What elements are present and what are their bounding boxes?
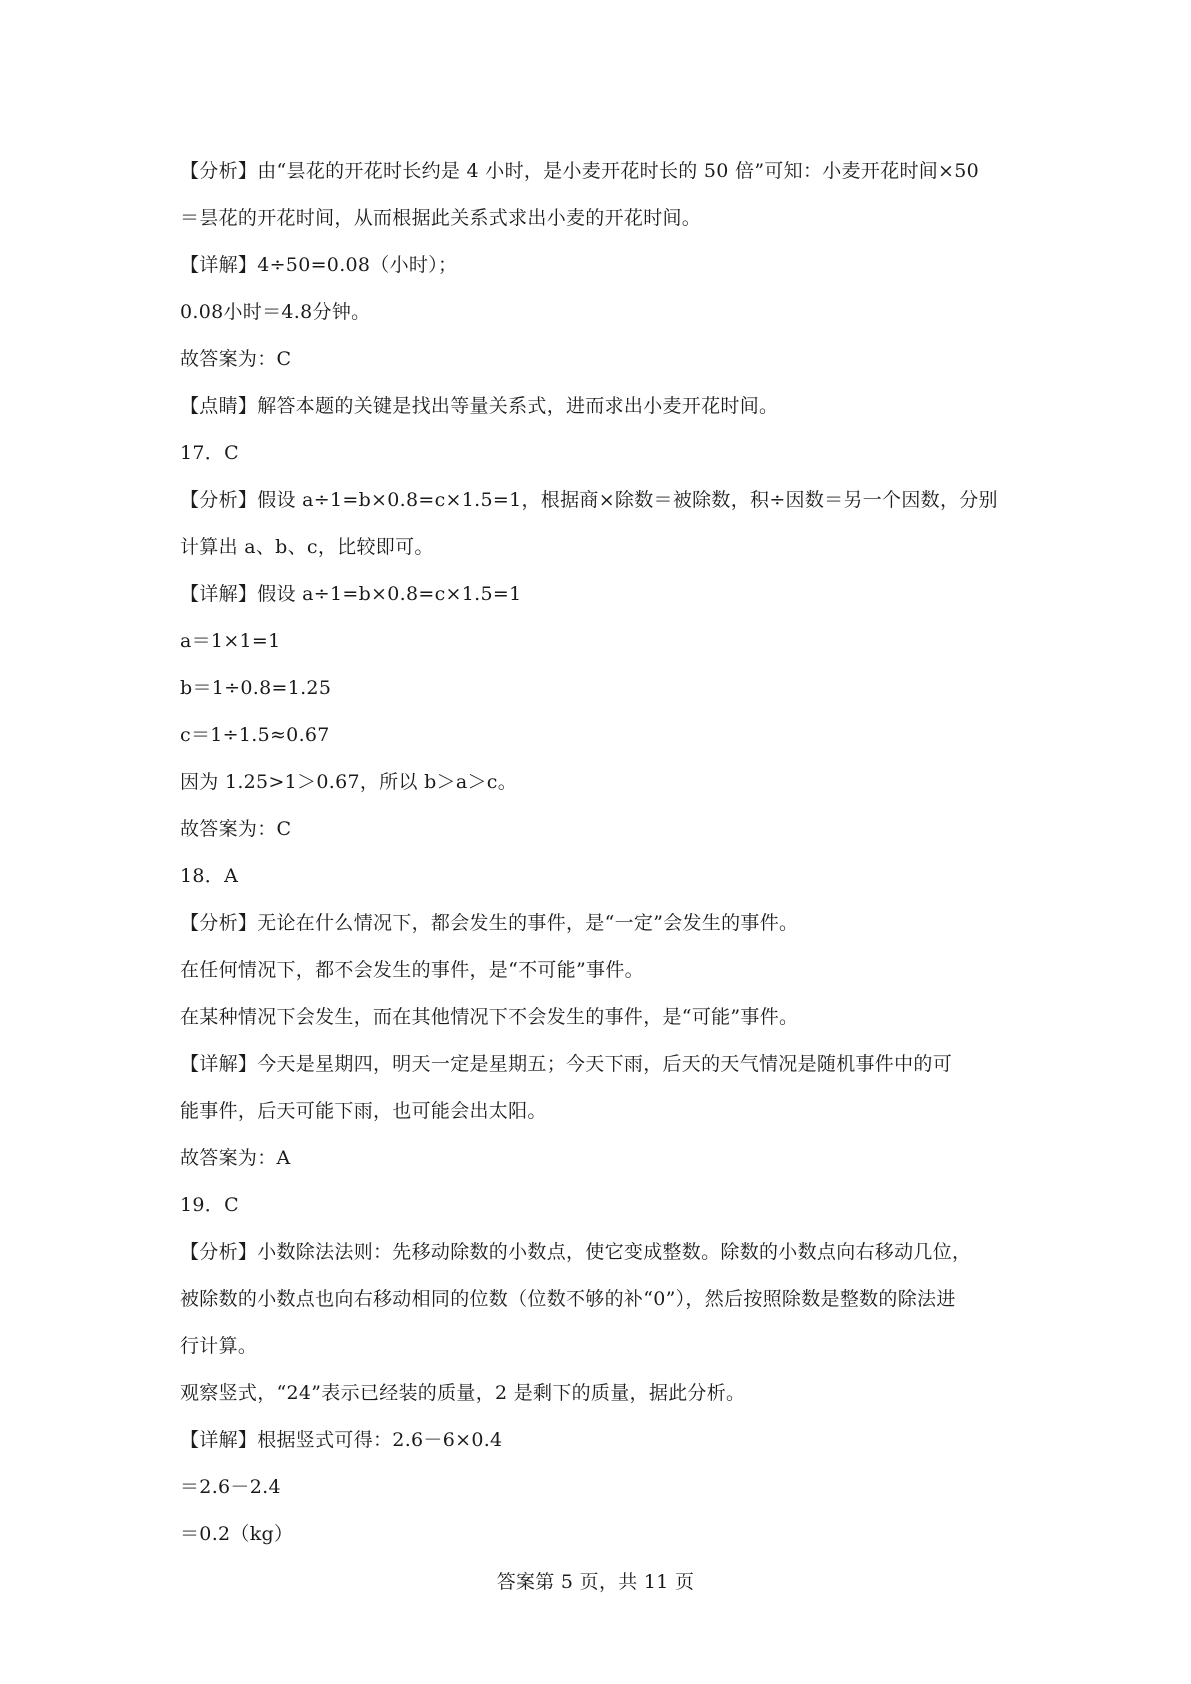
text-line: 【点睛】解答本题的关键是找出等量关系式，进而求出小麦开花时间。: [180, 395, 779, 417]
text-line: 能事件，后天可能下雨，也可能会出太阳。: [180, 1100, 547, 1122]
text-line: 故答案为：A: [180, 1147, 291, 1169]
answer-content: [180, 148, 1040, 1558]
text-line: 故答案为：C: [180, 348, 292, 370]
text-line: 【分析】无论在什么情况下，都会发生的事件，是“一定”会发生的事件。: [180, 912, 799, 934]
text-line: c＝1÷1.5≈0.67: [180, 724, 330, 746]
text-line: ＝0.2（kg）: [180, 1523, 294, 1545]
text-line: 【详解】假设 a÷1=b×0.8=c×1.5=1: [180, 583, 522, 605]
text-line: 因为 1.25>1＞0.67，所以 b＞a＞c。: [180, 771, 518, 793]
text-line: 【详解】今天是星期四，明天一定是星期五；今天下雨，后天的天气情况是随机事件中的可: [180, 1053, 953, 1075]
text-line: 【分析】小数除法法则：先移动除数的小数点，使它变成整数。除数的小数点向右移动几位，: [180, 1241, 972, 1263]
text-line: a＝1×1=1: [180, 630, 281, 652]
question-number: 17．C: [180, 442, 239, 464]
text-line: 【详解】4÷50=0.08（小时）；: [180, 254, 458, 276]
text-line: 在某种情况下会发生，而在其他情况下不会发生的事件，是“可能”事件。: [180, 1006, 799, 1028]
question-number: 18．A: [180, 865, 239, 887]
text-line: b＝1÷0.8=1.25: [180, 677, 332, 699]
text-line: 【详解】根据竖式可得：2.6－6×0.4: [180, 1429, 503, 1451]
text-line: 0.08小时＝4.8分钟。: [180, 301, 371, 323]
text-line: 【分析】由“昙花的开花时长约是 4 小时，是小麦开花时长的 50 倍”可知：小麦开花时间×50: [180, 160, 980, 182]
text-line: 在任何情况下，都不会发生的事件，是“不可能”事件。: [180, 959, 644, 981]
text-line: 故答案为：C: [180, 818, 292, 840]
page-footer: 答案第 5 页，共 11 页: [496, 1571, 695, 1593]
text-line: ＝2.6－2.4: [180, 1476, 281, 1498]
question-number: 19．C: [180, 1194, 239, 1216]
text-line: 【分析】假设 a÷1=b×0.8=c×1.5=1，根据商×除数＝被除数，积÷因数＝另一个因数，分别: [180, 489, 998, 511]
text-line: ＝昙花的开花时间，从而根据此关系式求出小麦的开花时间。: [180, 207, 702, 229]
text-line: 行计算。: [180, 1335, 258, 1357]
text-line: 计算出 a、b、c，比较即可。: [180, 536, 434, 558]
text-line: 观察竖式，“24”表示已经装的质量，2 是剩下的质量，据此分析。: [180, 1382, 746, 1404]
text-line: 被除数的小数点也向右移动相同的位数（位数不够的补“0”），然后按照除数是整数的除法进: [180, 1288, 956, 1310]
